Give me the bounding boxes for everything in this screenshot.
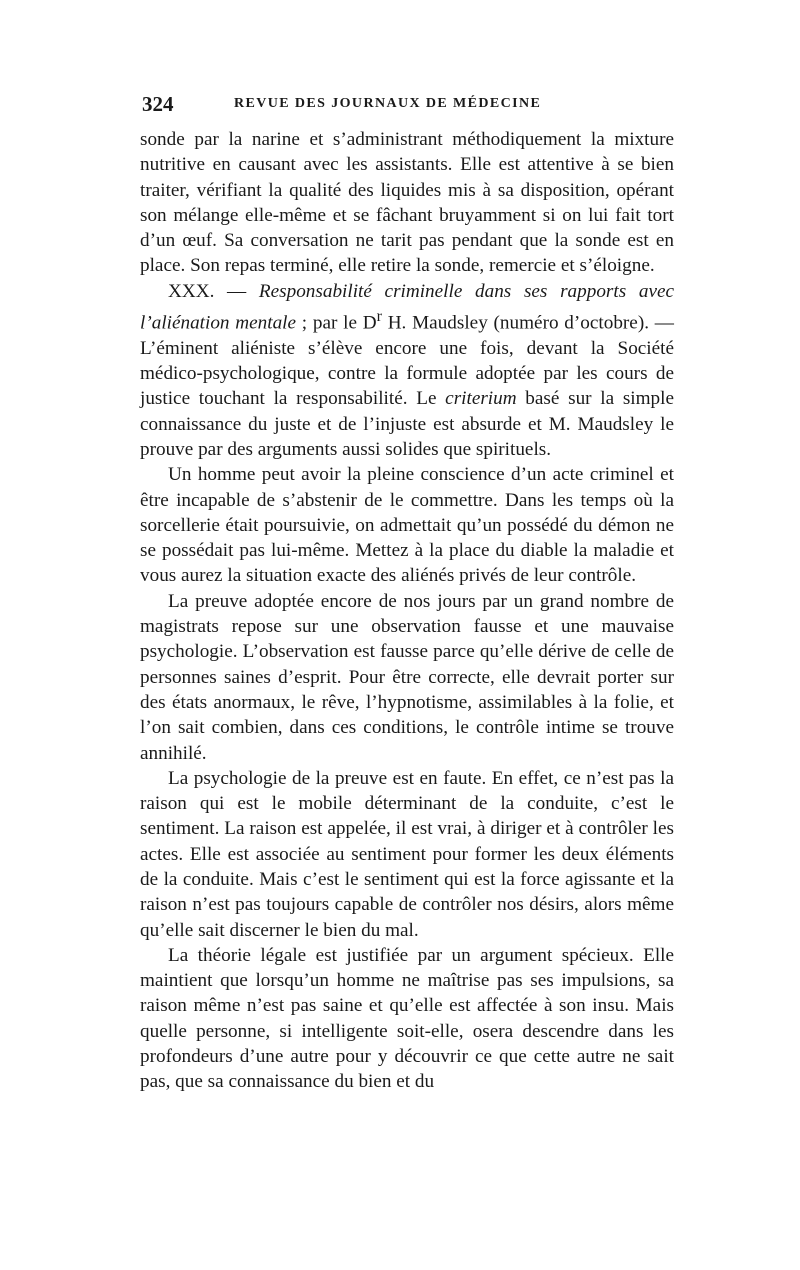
paragraph-6: La théorie légale est justifiée par un argument spécieux. Elle maintient que lorsqu’un homme ne maîtrise pas ses impulsions, sa raison même n’est pas saine et qu’elle est affectée à son insu. Mais quelle personne, si intelligente soit-elle, osera descendre dans les profondeurs d’une autre pour y découvrir ce que cette autre ne sait pas, que sa connaissance du bien et du (140, 944, 674, 1093)
article-text-a: ; par le D (296, 312, 377, 334)
paragraph-4: La preuve adoptée encore de nos jours par un grand nombre de magistrats repose sur une observation fausse et une mauvaise psychologie. L’observation est fausse parce qu’elle dérive de celle de personnes saines d’esprit. Pour être correcte, elle devrait porter sur des états anormaux, le rêve, l’hypnotisme, assimilables à la folie, et l’on sait combien, dans ces conditions, le contrôle intime se trouve annihilé. (140, 590, 674, 764)
article-body (140, 127, 674, 1095)
article-text-c: basé sur la simple connaissance du juste et de l’injuste est absurde et M. Maudsley le prouve par des arguments aussi solides que spirituels. (140, 388, 674, 460)
paragraph-5: La psychologie de la preuve est en faute. En effet, ce n’est pas la raison qui est le mobile déterminant de la conduite, c’est le sentiment. La raison est appelée, il est vrai, à diriger et à contrôler les actes. Elle est associée au sentiment pour former les deux éléments de la conduite. Mais c’est le sentiment qui est la force agissante et la raison n’est pas toujours capable de contrôler nos désirs, alors même qu’elle sait discerner le bien du mal. (140, 767, 674, 941)
running-title: REVUE DES JOURNAUX DE MÉDECINE (234, 96, 542, 111)
page-number: 324 (142, 92, 174, 116)
criterium-term: criterium (445, 388, 517, 410)
page-header (142, 92, 676, 118)
article-text-b: H. Maudsley (numéro d’octobre). — L’éminent aliéniste s’élève encore une fois, devant la Société médico-psychologique, contre la formule adoptée par les cours de justice touchant la responsabilité. Le (140, 312, 674, 410)
article-title: Responsabilité criminelle dans ses rapports avec l’aliénation mentale (140, 280, 674, 334)
paragraph-article-xxx (140, 279, 674, 462)
article-number: XXX. — (168, 280, 259, 302)
paragraph-continuation: sonde par la narine et s’administrant méthodiquement la mixture nutritive en causant avec les assistants. Elle est attentive à se bien traiter, vérifiant la qualité des liquides mis à sa disposition, opérant son mélange elle-même et se fâchant bruyamment si on lui fait tort d’un œuf. Sa conversation ne tarit pas pendant que la sonde est en place. Son repas terminé, elle retire la sonde, remercie et s’éloigne. (140, 129, 674, 277)
doctor-superscript: r (376, 308, 382, 326)
paragraph-3: Un homme peut avoir la pleine conscience d’un acte criminel et être incapable de s’abstenir de le commettre. Dans les temps où la sorcellerie était poursuivie, on admettait qu’un possédé du démon ne se possédait pas lui-même. Mettez à la place du diable la maladie et vous aurez la situation exacte des aliénés privés de leur contrôle. (140, 464, 674, 587)
